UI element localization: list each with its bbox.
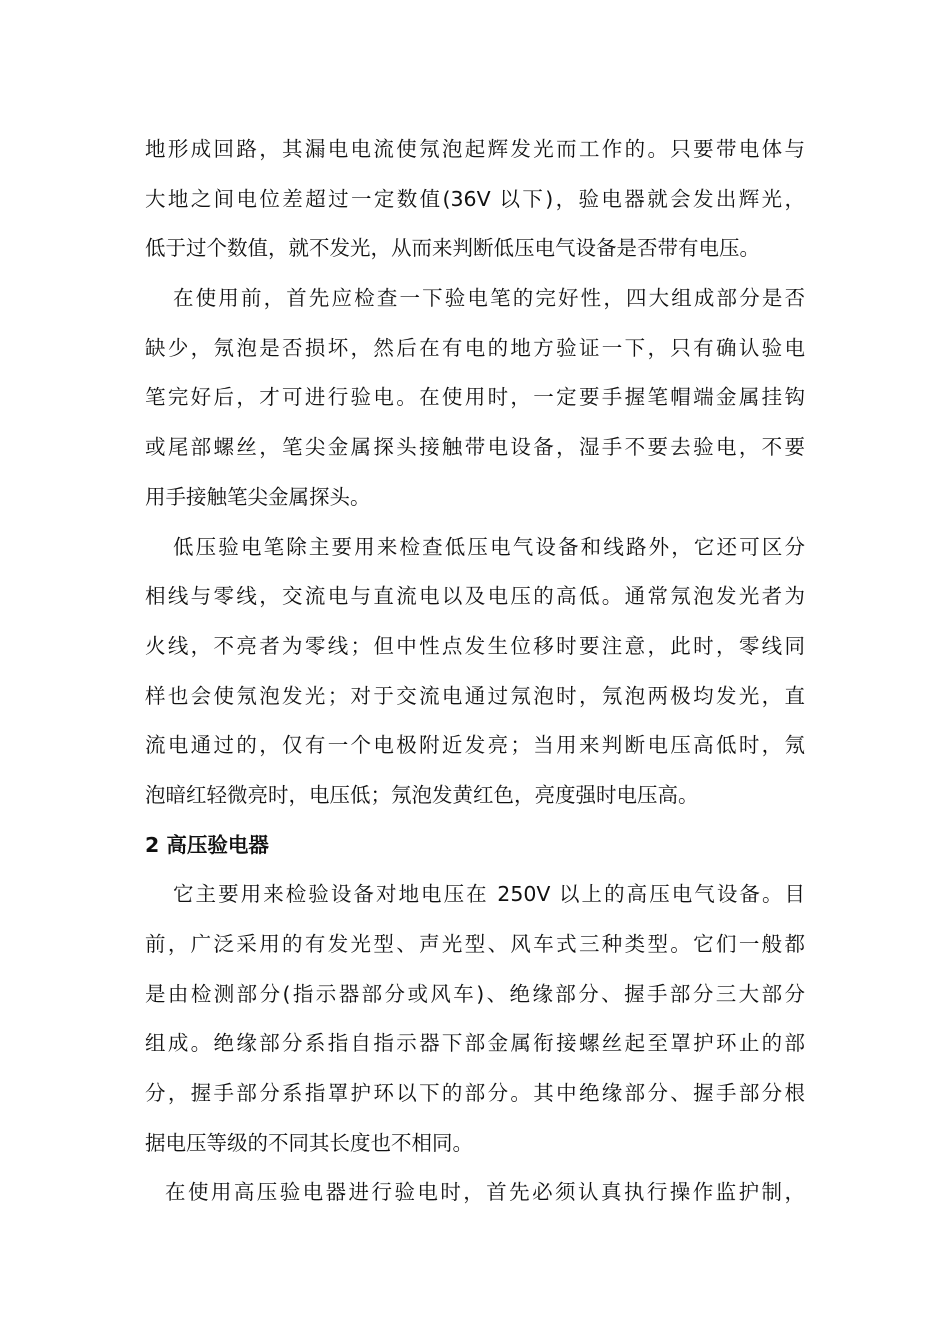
paragraph-first-line: 它主要用来检验设备对地电压在 250V 以上的高压电气设备。目 <box>173 882 805 907</box>
text-line: 用手接触笔尖金属探头。 <box>145 484 371 509</box>
text-line: 是由检测部分(指示器部分或风车)、绝缘部分、握手部分三大部分 <box>145 981 805 1006</box>
text-line: 缺少，氖泡是否损坏，然后在有电的地方验证一下，只有确认验电 <box>145 335 805 360</box>
paragraph-first-line: 在使用高压验电器进行验电时，首先必须认真执行操作监护制， <box>165 1180 805 1205</box>
text-line: 或尾部螺丝，笔尖金属探头接触带电设备，湿手不要去验电，不要 <box>145 435 805 460</box>
text-line: 地形成回路，其漏电电流使氖泡起辉发光而工作的。只要带电体与 <box>145 137 805 161</box>
text-line: 据电压等级的不同其长度也不相同。 <box>145 1130 473 1155</box>
text-line: 笔完好后，才可进行验电。在使用时，一定要手握笔帽端金属挂钩 <box>145 385 805 410</box>
section-heading: 2 高压验电器 <box>145 832 269 857</box>
text-line: 样也会使氖泡发光；对于交流电通过氖泡时，氖泡两极均发光，直 <box>145 683 805 708</box>
paragraph-first-line: 在使用前，首先应检查一下验电笔的完好性，四大组成部分是否 <box>173 286 805 311</box>
text-line: 组成。绝缘部分系指自指示器下部金属衔接螺丝起至罩护环止的部 <box>145 1031 805 1056</box>
text-line: 大地之间电位差超过一定数值(36V 以下)，验电器就会发出辉光， <box>145 186 805 211</box>
paragraph-first-line: 低压验电笔除主要用来检查低压电气设备和线路外，它还可区分 <box>173 534 805 559</box>
text-line: 低于过个数值，就不发光，从而来判断低压电气设备是否带有电压。 <box>145 236 760 261</box>
text-line: 流电通过的，仅有一个电极附近发亮；当用来判断电压高低时，氖 <box>145 733 805 758</box>
text-line: 相线与零线，交流电与直流电以及电压的高低。通常氖泡发光者为 <box>145 584 805 609</box>
text-line: 火线，不亮者为零线；但中性点发生位移时要注意，此时，零线同 <box>145 633 805 658</box>
text-line: 前，广泛采用的有发光型、声光型、风车式三种类型。它们一般都 <box>145 932 805 956</box>
text-line: 分，握手部分系指罩护环以下的部分。其中绝缘部分、握手部分根 <box>145 1081 805 1106</box>
document-body <box>145 125 805 1218</box>
text-line: 泡暗红轻微亮时，电压低；氖泡发黄红色，亮度强时电压高。 <box>145 782 699 807</box>
